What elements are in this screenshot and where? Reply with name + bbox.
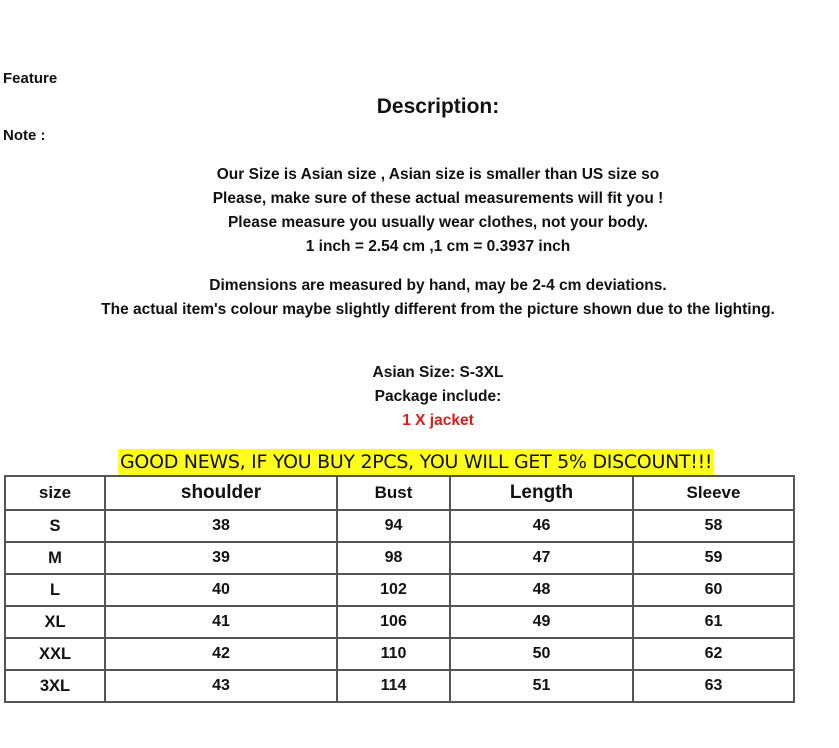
column-header-bust: Bust — [337, 476, 450, 510]
shoulder-cell: 43 — [105, 670, 337, 702]
package-label: Package include: — [374, 388, 502, 405]
length-cell: 46 — [450, 510, 633, 542]
size-cell: XL — [5, 606, 105, 638]
size-cell: XXL — [5, 638, 105, 670]
bust-cell: 98 — [337, 542, 450, 574]
table-row — [5, 510, 794, 542]
promo-banner: GOOD NEWS, IF YOU BUY 2PCS, YOU WILL GET 5% DISCOUNT!!! — [118, 449, 714, 476]
bust-cell: 114 — [337, 670, 450, 702]
disclaimer-line: Dimensions are measured by hand, may be 2-4 cm deviations. — [209, 277, 667, 294]
shoulder-cell: 40 — [105, 574, 337, 606]
sleeve-cell: 59 — [633, 542, 794, 574]
sleeve-cell: 61 — [633, 606, 794, 638]
table-row — [5, 542, 794, 574]
sleeve-cell: 63 — [633, 670, 794, 702]
bust-cell: 94 — [337, 510, 450, 542]
size-cell: 3XL — [5, 670, 105, 702]
length-cell: 47 — [450, 542, 633, 574]
bust-cell: 106 — [337, 606, 450, 638]
table-row — [5, 638, 794, 670]
length-cell: 48 — [450, 574, 633, 606]
intro-line: Please, make sure of these actual measurements will fit you ! — [212, 190, 664, 207]
shoulder-cell: 39 — [105, 542, 337, 574]
column-header-sleeve: Sleeve — [633, 476, 794, 510]
feature-label: Feature — [3, 70, 58, 87]
unit-conversion-line: 1 inch = 2.54 cm ,1 cm = 0.3937 inch — [305, 238, 571, 255]
size-cell: S — [5, 510, 105, 542]
intro-line: Our Size is Asian size , Asian size is smaller than US size so — [216, 166, 660, 183]
shoulder-cell: 41 — [105, 606, 337, 638]
asian-size-line: Asian Size: S-3XL — [372, 364, 504, 381]
table-body — [5, 510, 794, 702]
column-header-size: size — [5, 476, 105, 510]
sleeve-cell: 60 — [633, 574, 794, 606]
disclaimer-line: The actual item's colour maybe slightly different from the picture shown due to the lighting. — [101, 301, 775, 318]
shoulder-cell: 38 — [105, 510, 337, 542]
size-chart-table — [4, 475, 795, 703]
length-cell: 49 — [450, 606, 633, 638]
bust-cell: 102 — [337, 574, 450, 606]
column-header-length: Length — [450, 476, 633, 510]
table-row — [5, 670, 794, 702]
sleeve-cell: 62 — [633, 638, 794, 670]
package-item: 1 X jacket — [402, 412, 474, 429]
intro-line: Please measure you usually wear clothes, not your body. — [227, 214, 649, 231]
note-label: Note : — [3, 127, 46, 144]
length-cell: 50 — [450, 638, 633, 670]
shoulder-cell: 42 — [105, 638, 337, 670]
size-cell: M — [5, 542, 105, 574]
table-header-row — [5, 476, 794, 510]
table-row — [5, 606, 794, 638]
sleeve-cell: 58 — [633, 510, 794, 542]
length-cell: 51 — [450, 670, 633, 702]
description-title: Description: — [376, 95, 500, 118]
bust-cell: 110 — [337, 638, 450, 670]
column-header-shoulder: shoulder — [105, 476, 337, 510]
table-row — [5, 574, 794, 606]
size-cell: L — [5, 574, 105, 606]
